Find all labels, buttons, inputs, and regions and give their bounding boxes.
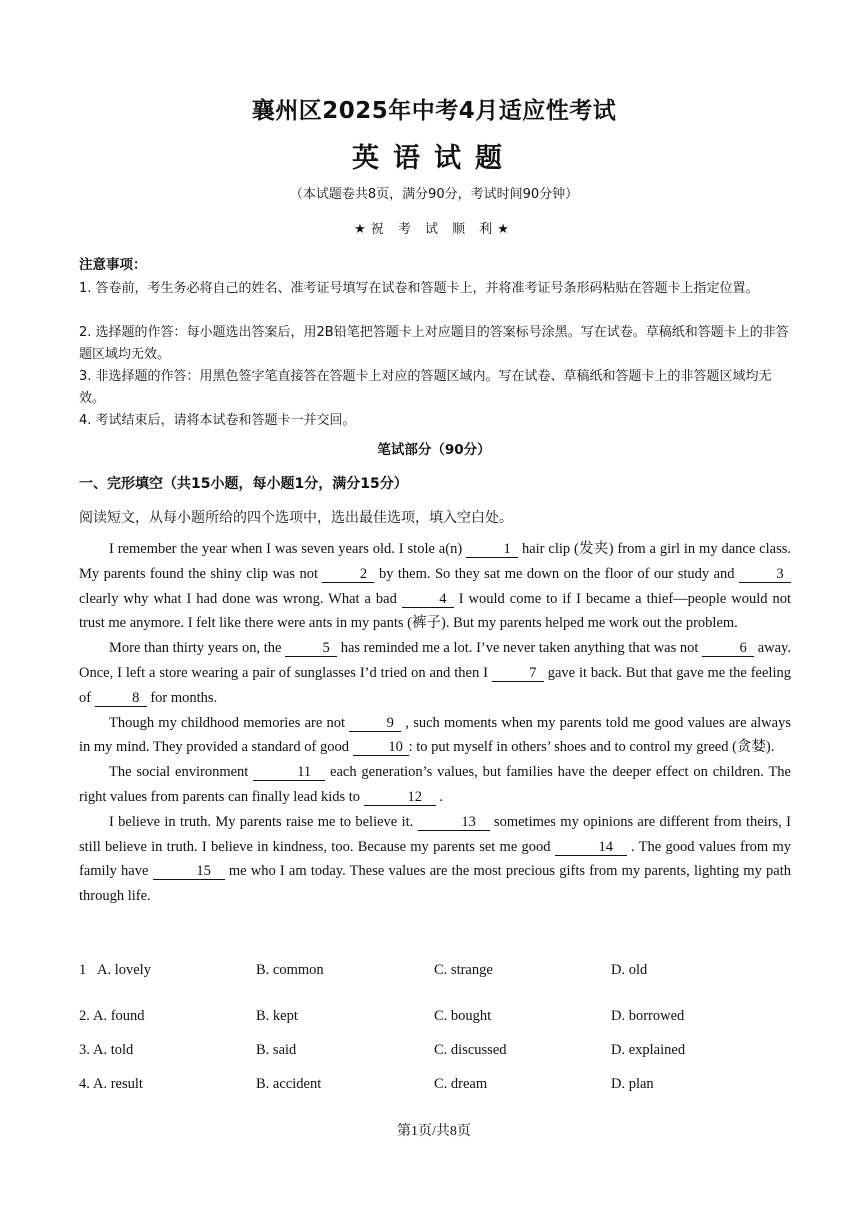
blank-2: 2 xyxy=(322,566,374,583)
paragraph-5 xyxy=(79,810,791,909)
passage-text: clearly why what I had done was wrong. What a bad xyxy=(79,590,402,607)
notice-item-2: 2. 选择题的作答：每小题选出答案后，用2B铅笔把答题卡上对应题目的答案标号涂黑。写在试卷。草稿纸和答题卡上的非答题区域均无效。 xyxy=(79,325,789,362)
blank-7: 7 xyxy=(492,665,544,682)
passage-text: away. Once, I left a store wearing a pair of sunglasses I’d tried on and then I xyxy=(79,640,791,681)
page-number: 第1页/共8页 xyxy=(397,1124,471,1139)
question-number: 1 xyxy=(79,962,87,978)
passage-text: The social environment xyxy=(109,764,254,781)
section-title: 笔试部分（90分） xyxy=(377,442,491,458)
notice-item-3: 3. 非选择题的作答：用黑色签字笔直接答在答题卡上对应的答题区域内。写在试卷、草稿纸和答题卡上的非答题区域均无效。 xyxy=(79,369,772,406)
option-c[interactable]: C. discussed xyxy=(434,1042,507,1058)
option-b[interactable]: B. accident xyxy=(256,1076,322,1092)
passage-text: . xyxy=(435,788,443,805)
blank-13: 13 xyxy=(418,814,490,831)
option-a[interactable]: A. found xyxy=(93,1008,145,1024)
exam-info: （本试题卷共8页，满分90分，考试时间90分钟） xyxy=(289,187,579,202)
option-b[interactable]: B. common xyxy=(256,962,324,978)
option-b[interactable]: B. kept xyxy=(256,1008,298,1024)
passage-text: me who I am today. These values are the most precious gifts from my parents, lighting my path through life. xyxy=(79,863,791,905)
passage-text: . The good values from my family have xyxy=(79,838,791,880)
part-instruction: 阅读短文，从每小题所给的四个选项中，选出最佳选项，填入空白处。 xyxy=(79,510,513,526)
blank-6: 6 xyxy=(702,640,754,657)
blank-8: 8 xyxy=(95,690,147,707)
blank-5: 5 xyxy=(285,640,337,657)
blank-15: 15 xyxy=(153,863,225,880)
option-c[interactable]: C. bought xyxy=(434,1008,492,1024)
blank-14: 14 xyxy=(555,839,627,856)
exam-title: 襄州区2025年中考4月适应性考试 xyxy=(251,98,617,124)
question-1-options xyxy=(79,962,791,984)
option-a[interactable]: A. lovely xyxy=(97,962,151,978)
blank-1: 1 xyxy=(466,541,518,558)
good-luck-line: ★祝 考 试 顺 利★ xyxy=(354,222,514,237)
cloze-passage xyxy=(79,537,791,909)
option-a[interactable]: A. result xyxy=(93,1076,143,1092)
option-d[interactable]: D. explained xyxy=(611,1042,686,1058)
paragraph-4 xyxy=(79,760,791,810)
passage-text: for months. xyxy=(146,689,218,706)
passage-text: Though my childhood memories are not xyxy=(109,714,350,731)
blank-10: 10 xyxy=(353,739,409,756)
passage-text: I remember the year when I was seven years old. I stole a(n) xyxy=(109,541,467,557)
passage-text: has reminded me a lot. I’ve never taken anything that was not xyxy=(337,640,703,657)
question-2-options xyxy=(79,1008,791,1030)
passage-text: : to put myself in others’ shoes and to control my greed (贪婪). xyxy=(408,739,775,756)
option-a[interactable]: A. told xyxy=(93,1042,134,1058)
paragraph-1 xyxy=(79,537,791,636)
option-d[interactable]: D. old xyxy=(611,962,648,978)
question-number: 3. xyxy=(79,1042,90,1058)
paragraph-3 xyxy=(79,711,791,761)
option-c[interactable]: C. dream xyxy=(434,1076,488,1092)
blank-11: 11 xyxy=(253,764,325,781)
notice-item-4: 4. 考试结束后，请将本试卷和答题卡一并交回。 xyxy=(79,413,356,428)
option-b[interactable]: B. said xyxy=(256,1042,297,1058)
passage-text: gave it back. But that gave me the feeling of xyxy=(79,664,791,706)
option-d[interactable]: D. plan xyxy=(611,1076,654,1092)
passage-text: I believe in truth. My parents raise me to believe it. xyxy=(109,813,418,830)
question-3-options xyxy=(79,1042,791,1064)
option-d[interactable]: D. borrowed xyxy=(611,1008,685,1024)
blank-12: 12 xyxy=(364,789,436,806)
passage-text: sometimes my opinions are different from theirs, I still believe in truth. I believe in kindness, too. Because my parents set me good xyxy=(79,813,791,855)
passage-text: by them. So they sat me down on the floor of our study and xyxy=(374,565,739,582)
passage-text: More than thirty years on, the xyxy=(109,640,286,657)
subject-title: 英语试题 xyxy=(352,143,516,174)
question-number: 2. xyxy=(79,1008,90,1024)
blank-3: 3 xyxy=(739,566,791,583)
paragraph-2 xyxy=(79,636,791,710)
option-c[interactable]: C. strange xyxy=(434,962,493,978)
question-number: 4. xyxy=(79,1076,90,1092)
blank-4: 4 xyxy=(402,591,454,608)
passage-text: hair clip (发夹) from a girl in my dance class. My parents found the shiny clip was not xyxy=(79,541,791,582)
blank-9: 9 xyxy=(349,715,401,732)
question-4-options xyxy=(79,1076,791,1098)
passage-text: each generation’s values, but families have the deeper effect on children. The right values from parents can finally lead kids to xyxy=(79,764,791,805)
passage-text: I would come to if I became a thief—people would not trust me anymore. I felt like there were ants in my pants (裤子). But my parents helped me work out the problem. xyxy=(79,590,791,632)
part-title: 一、完形填空（共15小题，每小题1分，满分15分） xyxy=(79,476,408,492)
notice-item-1: 1. 答卷前，考生务必将自己的姓名、准考证号填写在试卷和答题卡上，并将准考证号条形码粘贴在答题卡上指定位置。 xyxy=(79,281,759,296)
notice-heading: 注意事项： xyxy=(79,257,147,273)
passage-text: , such moments when my parents told me good values are always in my mind. They provided a standard of good xyxy=(79,714,791,756)
